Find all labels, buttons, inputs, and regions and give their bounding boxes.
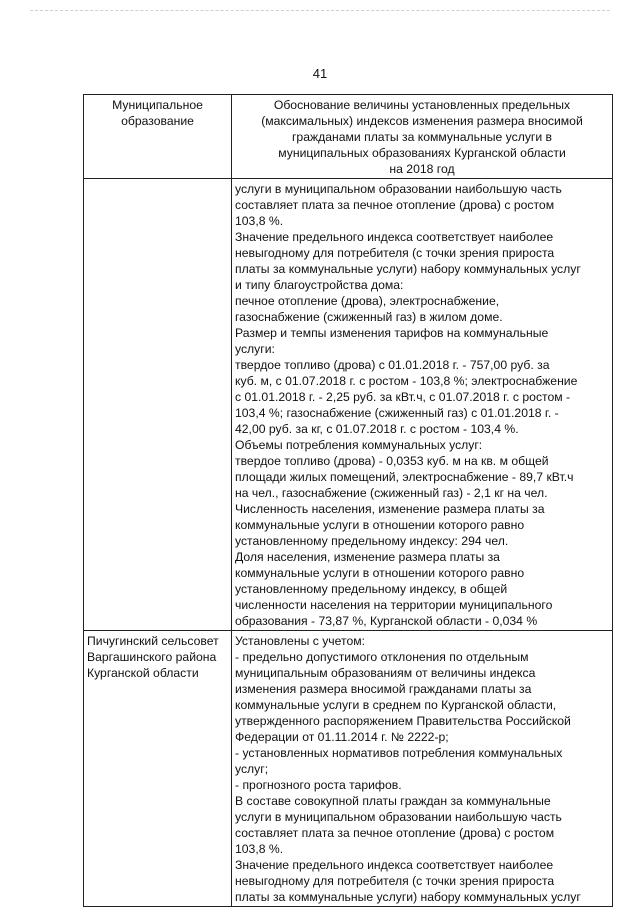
- justification-line: коммунальные услуги в отношении которого равно: [235, 566, 525, 580]
- justification-line: муниципальным образованиям от величины индекса: [235, 666, 536, 680]
- justification-line: 103,8 %.: [235, 214, 284, 228]
- justification-line: и типу благоустройства дома:: [235, 278, 404, 292]
- page-number: 41: [312, 66, 328, 81]
- justification-line: куб. м, с 01.07.2018 г. с ростом - 103,8 %; электроснабжение: [235, 374, 578, 388]
- table-row: [84, 179, 613, 631]
- justification-line: печное отопление (дрова), электроснабжение,: [235, 294, 500, 308]
- justification-line: услуги в муниципальном образовании наибольшую часть: [235, 810, 562, 824]
- justification-line: услуги:: [235, 342, 275, 356]
- header-justification-line: (максимальных) индексов изменения размера вносимой: [261, 114, 583, 128]
- justification-line: изменения размера вносимой гражданами платы за: [235, 682, 532, 696]
- justification-line: Установлены с учетом:: [235, 634, 365, 648]
- justification-line: Объемы потребления коммунальных услуг:: [235, 438, 483, 452]
- justification-cell: [232, 631, 613, 907]
- justification-line: площади жилых помещений, электроснабжение - 89,7 кВт.ч: [235, 470, 574, 484]
- table-row: [84, 631, 613, 907]
- justification-line: 103,4 %; газоснабжение (сжиженный газ) с 01.01.2018 г. -: [235, 406, 559, 420]
- header-justification: [232, 95, 613, 179]
- header-municipality-line: образование: [121, 114, 194, 128]
- justification-line: утвержденного распоряжением Правительства Российской: [235, 714, 571, 728]
- justification-line: Федерации от 01.11.2014 г. № 2222-р;: [235, 730, 449, 744]
- municipality-line: Курганской области: [87, 666, 199, 680]
- municipality-line: Пичугинский сельсовет: [87, 634, 219, 648]
- justification-line: платы за коммунальные услуги) набору коммунальных услуг: [235, 890, 581, 904]
- justification-line: коммунальные услуги в среднем по Курганской области,: [235, 698, 557, 712]
- justification-line: - установленных нормативов потребления коммунальных: [235, 746, 563, 760]
- justification-line: газоснабжение (сжиженный газ) в жилом доме.: [235, 310, 503, 324]
- justification-line: составляет плата за печное отопление (дрова) с ростом: [235, 198, 555, 212]
- justification-line: Доля населения, изменение размера платы за: [235, 550, 500, 564]
- table-header-row: [84, 95, 613, 179]
- header-municipality-line: Муниципальное: [112, 98, 203, 112]
- header-municipality: [84, 95, 232, 179]
- justification-line: установленному предельному индексу, в общей: [235, 582, 508, 596]
- justification-line: составляет плата за печное отопление (дрова) с ростом: [235, 826, 555, 840]
- municipality-line: Варгашинского района: [87, 650, 217, 664]
- justification-line: твердое топливо (дрова) - 0,0353 куб. м на кв. м общей: [235, 454, 549, 468]
- justification-line: Численность населения, изменение размера платы за: [235, 502, 545, 516]
- justification-line: с 01.01.2018 г. - 2,25 руб. за кВт.ч, с 01.07.2018 г. с ростом -: [235, 390, 571, 404]
- justification-line: на чел., газоснабжение (сжиженный газ) - 2,1 кг на чел.: [235, 486, 548, 500]
- justification-line: услуг;: [235, 762, 269, 776]
- header-justification-line: Обоснование величины установленных предельных: [273, 98, 571, 112]
- justification-line: платы за коммунальные услуги) набору коммунальных услуг: [235, 262, 581, 276]
- header-justification-line: гражданами платы за коммунальные услуги в: [291, 130, 553, 144]
- justification-line: невыгодному для потребителя (с точки зрения прироста: [235, 246, 555, 260]
- justification-line: В составе совокупной платы граждан за коммунальные: [235, 794, 551, 808]
- municipality-cell: [84, 179, 232, 631]
- justification-line: Значение предельного индекса соответствует наиболее: [235, 858, 554, 872]
- justification-line: твердое топливо (дрова) с 01.01.2018 г. - 757,00 руб. за: [235, 358, 550, 372]
- justification-line: численности населения на территории муниципального: [235, 598, 553, 612]
- justification-line: Размер и темпы изменения тарифов на коммунальные: [235, 326, 549, 340]
- justification-cell: [232, 179, 613, 631]
- municipality-cell: [84, 631, 232, 907]
- justification-line: Значение предельного индекса соответствует наиболее: [235, 230, 554, 244]
- justification-line: установленному предельному индексу: 294 чел.: [235, 534, 509, 548]
- justification-line: 42,00 руб. за кг, с 01.07.2018 г. с ростом - 103,4 %.: [235, 422, 519, 436]
- justification-line: - прогнозного роста тарифов.: [235, 778, 402, 792]
- justification-line: коммунальные услуги в отношении которого равно: [235, 518, 525, 532]
- header-justification-line: на 2018 год: [389, 162, 455, 176]
- justification-line: услуги в муниципальном образовании наибольшую часть: [235, 182, 562, 196]
- justification-line: образования - 73,87 %, Курганской области - 0,034 %: [235, 614, 538, 628]
- justification-table: [83, 94, 613, 907]
- justification-line: 103,8 %.: [235, 842, 284, 856]
- justification-line: - предельно допустимого отклонения по отдельным: [235, 650, 529, 664]
- justification-line: невыгодному для потребителя (с точки зрения прироста: [235, 874, 555, 888]
- scan-edge: [30, 10, 610, 11]
- header-justification-line: муниципальных образованиях Курганской области: [278, 146, 566, 160]
